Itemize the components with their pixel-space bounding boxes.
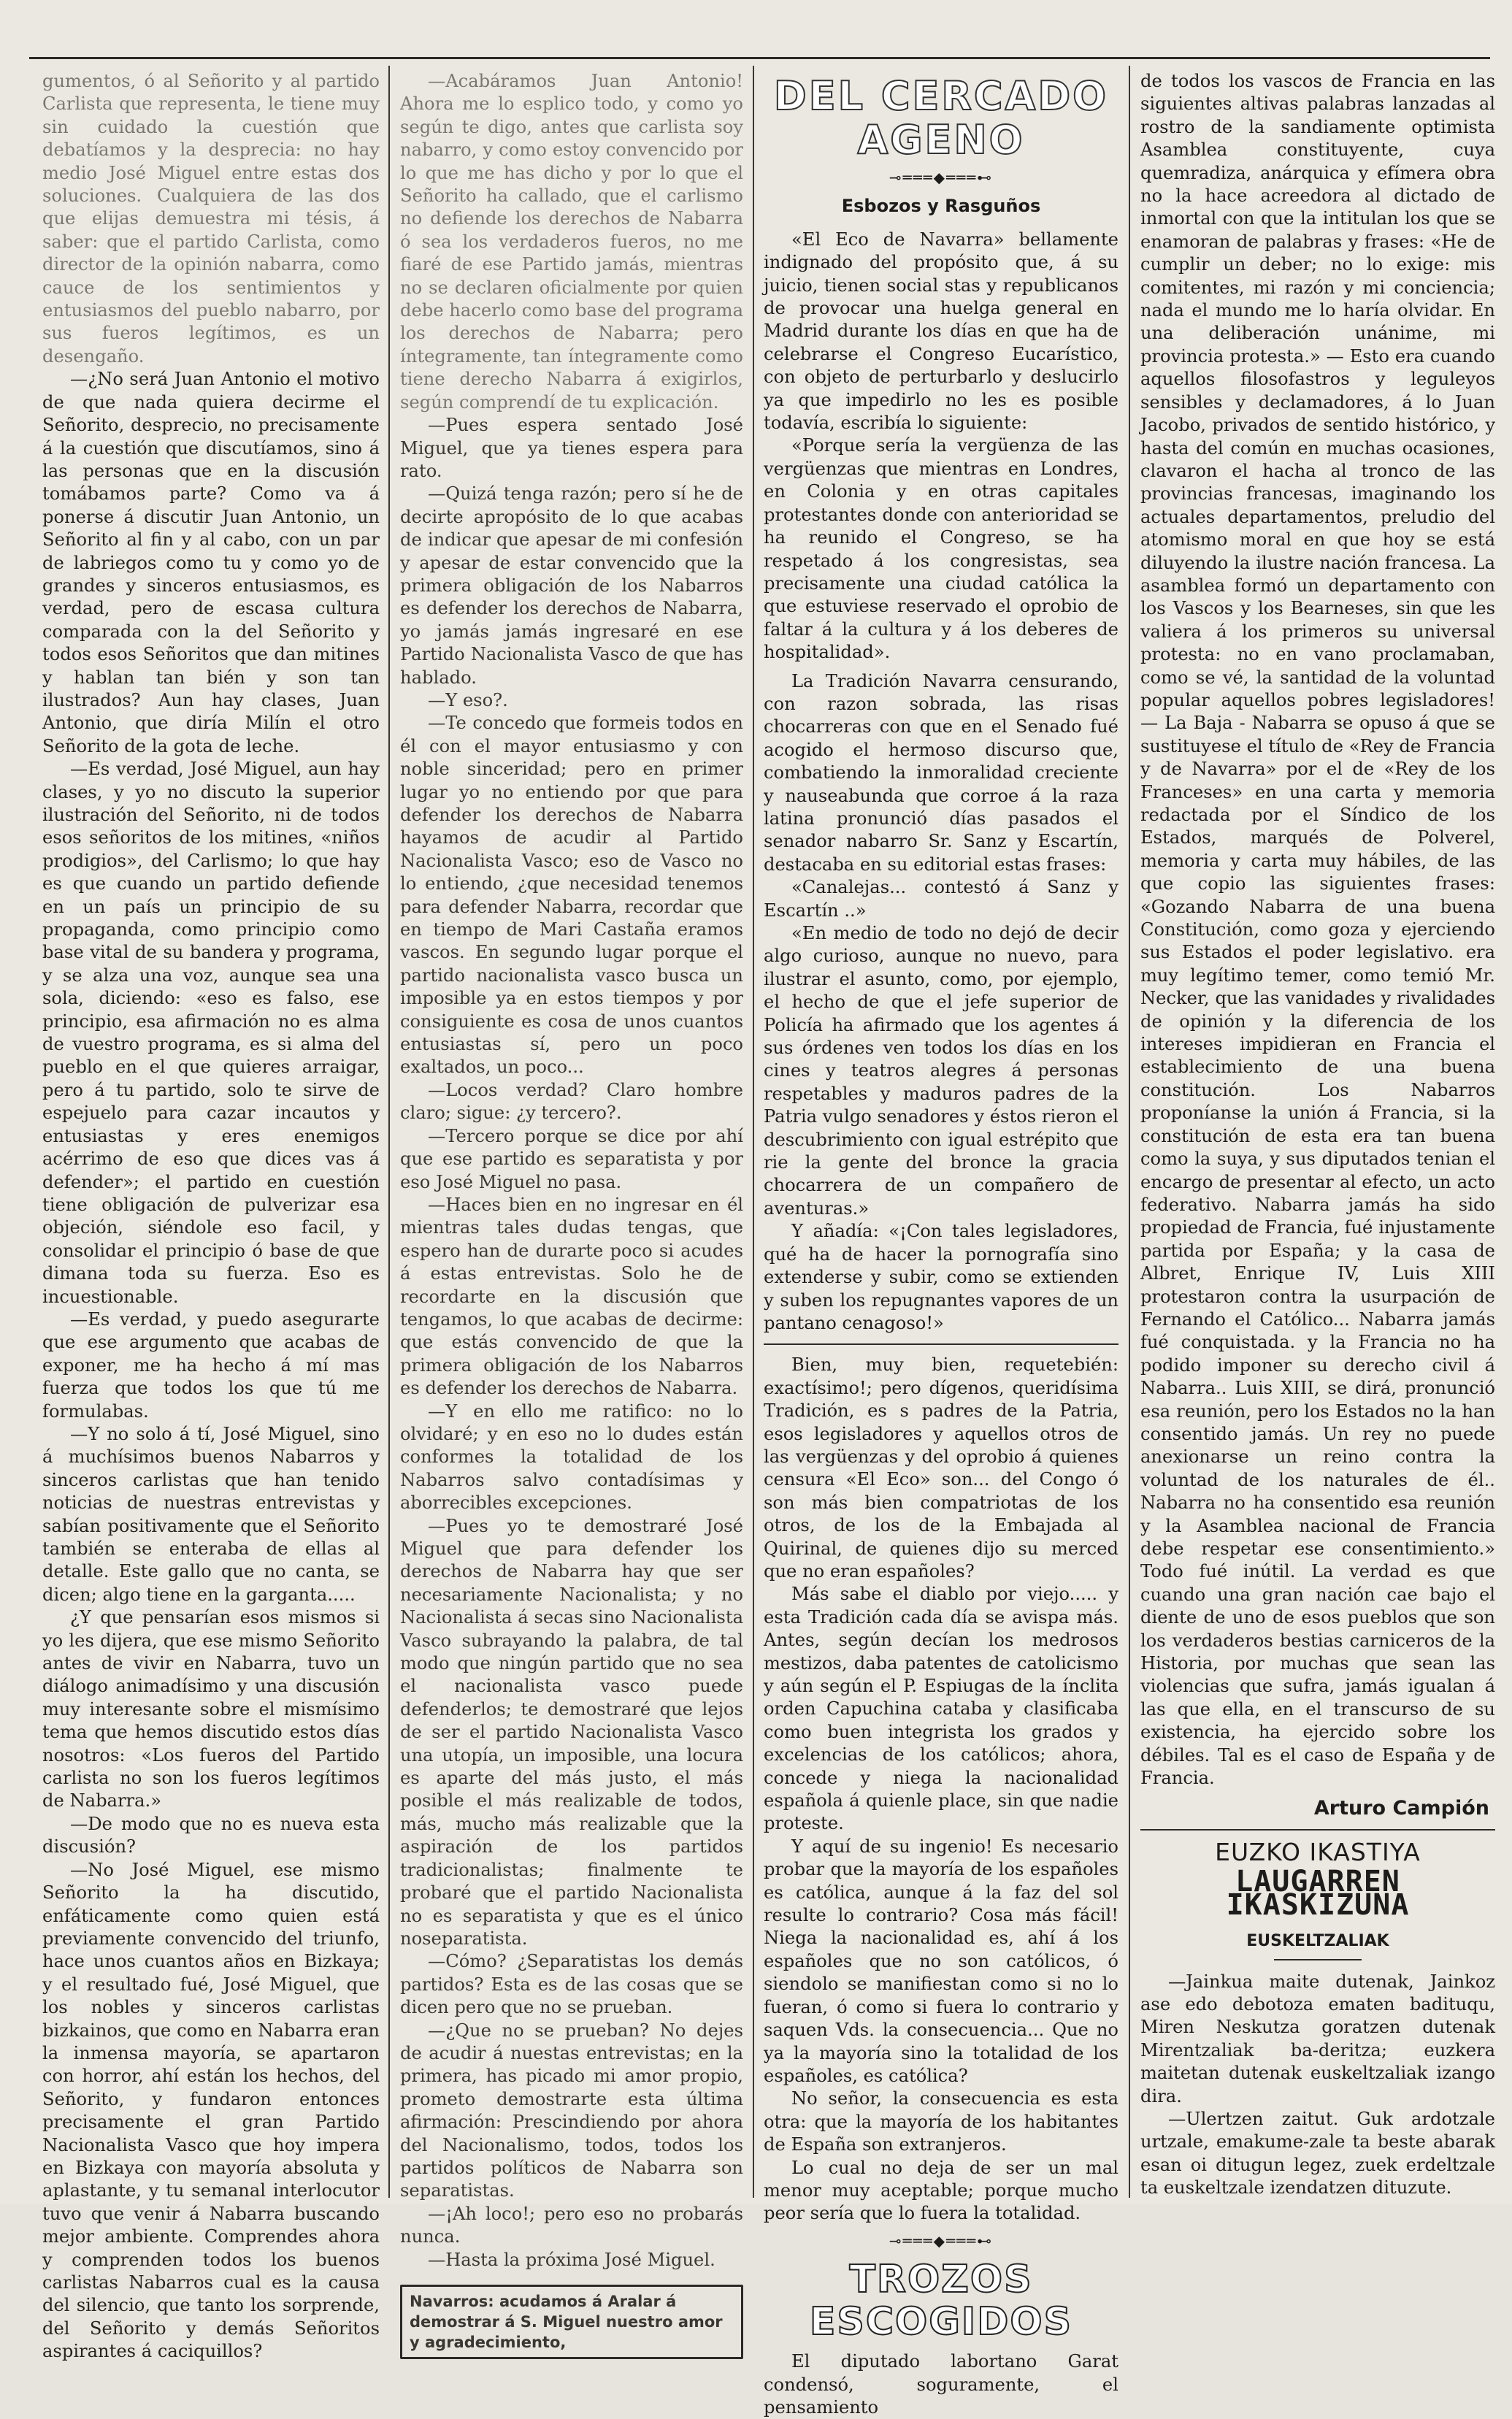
separator (1140, 1829, 1495, 1830)
paragraph: —De modo que no es nueva esta discusión? (42, 1813, 380, 1858)
section-title-3: EUZKO IKASTIYA (1215, 1837, 1421, 1866)
paragraph: ¿Y que pensarían esos mismos si yo les dijera, que ese mismo Señorito antes de vivir en Nabarra, tuvo un diálogo animadísimo y una discusión muy interesante sobre el mismísimo tema que hemos discutido estos días nosotros: «Los fueros del Partido carlista no son los fueros legítimos de Nabarra.» (42, 1607, 380, 1812)
paragraph: Más sabe el diablo por viejo..... y esta Tradición cada día se avispa más. Antes, según decían los medrosos mestizos, daba patentes de catolicismo y aún según el P. Espiugas de la ínclita orden Capuchina cataba y clasificaba como buen integrista los grados y excelencias de los católicos; ahora, concede y niega la nacionalidad española á quienle place, sin que nadie proteste. (764, 1584, 1118, 1834)
paragraph: —Pues espera sentado José Miguel, que ya tienes espera para rato. (400, 415, 743, 481)
paragraph: —Y eso?. (428, 689, 508, 710)
paragraph: —Y en ello me ratifico: no lo olvidaré; y en eso no lo dudes están conformes la totalidad de los Nabarros salvo contadísimas y aborrecibles excepciones. (400, 1400, 743, 1514)
notice-box: Navarros: acudamos á Aralar á demostrar á S. Miguel nuestro amor y agradecimiento, (400, 2285, 743, 2359)
column-divider (753, 66, 754, 2198)
ornament: ⊸═══◆═══⊷ (889, 2231, 994, 2250)
paragraph: —Hasta la próxima José Miguel. (428, 2249, 715, 2270)
paragraph: —Es verdad, y puedo asegurarte que ese argumento que acabas de exponer, me ha hecho á mí mas fuerza que todos los que tú me formulabas. (42, 1308, 380, 1422)
paragraph: gumentos, ó al Señorito y al partido Carlista que representa, le tiene muy sin cuidado la cuestión que debatíamos y la desprecia: no hay medio José Miguel entre estas dos soluciones. Cualquiera de las dos que elijas demuestra mi tésis, á saber: que el partido Carlista, como director de la opinión nabarra, como cauce de los sentimientos y entusiasmos del pueblo nabarro, por sus fueros legítimos, es un desengaño. (42, 71, 380, 367)
column-1 (42, 70, 380, 2362)
separator (764, 1343, 1118, 1345)
section-title: DEL CERCADO AGENO (773, 73, 1109, 163)
paragraph: «Porque sería la vergüenza de las vergüenzas que mientras en Londres, en Colonia y en otras capitales protestantes donde con anterioridad se ha reunido el Congreso, se ha respetado á los congresistas, sea precisamente una ciudad católica la que estuviese reservado el oprobio de faltar á la cultura y á los deberes de hospitalidad». (764, 435, 1118, 663)
section-title-2: TROZOS ESCOGIDOS (809, 2258, 1073, 2345)
column-4 (1140, 70, 1495, 2198)
signature: Arturo Campión (1313, 1797, 1489, 1820)
paragraph: —Te concedo que formeis todos en él con el mayor entusiasmo y con noble sinceridad; pero en primer lugar yo no entiendo por que para defender los derechos de Nabarra hayamos de acudir al Partido Nacionalista Vasco; eso de Vasco no lo entiendo, ¿que necesidad tenemos para defender Nabarra, recordar que en tiempo de Mari Castaña eramos vascos. En segundo lugar porque el partido nacionalista vasco busca un imposible ya en estos tiempos y por consiguiente es cosa de unos cuantos entusiastas sí, pero un poco exaltados, un poco... (400, 713, 743, 1078)
paragraph: —¿Que no se prueban? No dejes de acudir á nuestas entrevistas; en la primera, has picado mi amor propio, prometo demostrarte esta última afirmación: Prescindiendo por ahora del Nacionalismo, todos, todos los partidos políticos de Nabarra son separatistas. (400, 2020, 743, 2201)
paragraph: —¡Ah loco!; pero eso no probarás nunca. (400, 2203, 743, 2247)
paragraph: —¿No será Juan Antonio el motivo de que nada quiera decirme el Señorito, desprecio, no precisamente á la cuestión que discutíamos, sino á las personas que en la discusión tomábamos parte? Como va á ponerse á discutir Juan Antonio, un Señorito al fin y al cabo, con un par de labriegos como tu y como yo de grandes y sinceros entusiasmos, es verdad, pero de escasa cultura comparada con la del Señorito y todos esos Señoritos que dan mitines y hablan tan bién y son tan ilustrados? Aun hay clases, Juan Antonio, que diría Milín el otro Señorito de la gota de leche. (42, 369, 380, 756)
column-2 (400, 70, 743, 2351)
paragraph: —Ulertzen zaitut. Guk ardotzale urtzale, emakume-zale ta beste abarak esan oi ditugun legez, zuek erdeltzale ta euskeltzale izendatzen dituzute. (1140, 2108, 1495, 2198)
lesson-title: LAUGARREN IKASKIZUNA (1226, 1865, 1410, 1922)
paragraph: —Jainkua maite dutenak, Jainkoz ase edo debotoza ematen badituqu, Miren Neskutza goratzen dutenak Mirentzaliak ba-deritza; euzkera maitetan dutenak euskeltzaliak izango dira. (1140, 1971, 1495, 2106)
paragraph: —Es verdad, José Miguel, aun hay clases, y yo no discuto la superior ilustración del Señorito, ni de todos esos señoritos de los mitines, «niños prodigios», del Carlismo; lo que hay es que cuando un partido defiende en un país un principio de su propaganda, como principio como base vital de su bandera y programa, y se alza una voz, aunque sea una sola, diciendo: «eso es falso, ese principio, esa afirmación no es alma de vuestro programa, es si alma del pueblo en el que quieres arraigar, pero á tu partido, solo te sirve de espejuelo para cazar incautos y entusiastas y eres enemigos acérrimo de eso que dices vas á defender»; el partido en cuestión tiene obligación de pulverizar esa objeción, siéndole eso facil, y consolidar el principio ó base de que dimana toda su fuerza. Eso es incuestionable. (42, 759, 380, 1307)
paragraph: —Acabáramos Juan Antonio! Ahora me lo esplico todo, y como yo según te digo, antes que carlista soy nabarro, y como estoy convencido por lo que me has dicho y por lo que el Señorito ha callado, que el carlismo no defiende los derechos de Nabarra ó sea los verdaderos fueros, no me fiaré de ese Partido jamás, mientras no se declaren oficialmente por quien debe hacerlo como base del programa los derechos de Nabarra; pero íntegramente, tan íntegramente como tiene derecho Nabarra á exigirlos, según comprendí de tu explicación. (400, 71, 743, 413)
paragraph: El diputado labortano Garat condensó, soguramente, el pensamiento (764, 2351, 1118, 2418)
paragraph: Y añadía: «¡Con tales legisladores, qué ha de hacer la pornografía sino extenderse y subir, como se extienden y suben los repugnantes vapores de un pantano cenagoso!» (764, 1221, 1118, 1333)
paragraph: Y aquí de su ingenio! Es necesario probar que la mayoría de los españoles es católica, aunque á la faz del sol resulte lo contrario? Cosa más fácil! Niega la nacionalidad es, ahí á los españoles que no son católicos, ó siendolo se manifiestan como si no lo fueran, ó como si fuera lo contrario y saquen Vds. la consecuencia... Que no ya la mayoría sino la totalidad de los españoles, es católica? (764, 1836, 1118, 2086)
column-divider (1129, 66, 1130, 2198)
paragraph: —Quizá tenga razón; pero sí he de decirte apropósito de lo que acabas de indicar que apesar de mi confesión y apesar de estar convencido que la primera obligación de los Nabarros es defender los derechos de Nabarra, yo jamás jamás ingresaré en ese Partido Nacionalista Vasco de que has hablado. (400, 483, 743, 688)
paragraph: «El Eco de Navarra» bellamente indignado del propósito que, á su juicio, tienen social stas y republicanos de provocar una huelga general en Madrid durante los días en que ha de celebrarse el Congreso Eucarístico, con objeto de perturbarlo y deslucirlo ya que impedirlo no les es posible todavía, escribía lo siguiente: (764, 229, 1118, 434)
paragraph: Bien, muy bien, requetebién: exactísimo!; pero dígenos, queridísima Tradición, es s padres de la Patria, esos legisladores y aquellos otros de las vergüenzas y del oprobio á quienes censura «El Eco» son... del Congo ó son más bien compatriotas de los otros, de los de la Embajada al Quirinal, de quienes dijo su merced que no eran españoles? (764, 1354, 1118, 1582)
paragraph: —Locos verdad? Claro hombre claro; sigue: ¿y tercero?. (400, 1079, 743, 1124)
paragraph: La Tradición Navarra censurando, con razon sobrada, las risas chocarreras con que en el Senado fué acogido el hermoso discurso que, combatiendo la inmoralidad creciente y nauseabunda que corroe á la raza latina pronunció días pasados el senador nabarro Sr. Sanz y Escartín, destacaba en su editorial estas frases: (764, 670, 1118, 875)
ornament: ⊸═══◆═══⊷ (889, 169, 994, 186)
short-rule (1274, 1959, 1362, 1960)
paragraph: —Tercero porque se dice por ahí que ese partido es separatista y por eso José Miguel no pasa. (400, 1125, 743, 1192)
paragraph: —Pues yo te demostraré José Miguel que para defender los derechos de Nabarra hay que ser necesariamente Nacionalista; y no Nacionalista á secas sino Nacionalista Vasco subrayando la palabra, de tal modo que ningún partido que no sea el nacionalista vasco puede defenderlos; te demostraré que lejos de ser el partido Nacionalista Vasco una utopía, un imposible, una locura es aparte del más justo, el más posible el más realizable de todos, más, mucho más realizable que la aspiración de los partidos tradicionalistas; finalmente te probaré que el partido Nacionalista no es separatista y que es el único noseparatista. (400, 1515, 743, 1949)
paragraph: «En medio de todo no dejó de decir algo curioso, aunque no nuevo, para ilustrar el asunto, como, por ejemplo, el hecho de que el jefe superior de Policía ha afirmado que los agentes á sus órdenes ven todos los días en los cines y teatros alegres á personas respetables y maduros padres de la Patria vulgo senadores y éstos rieron el descubrimiento con igual estrépito que rie la gente del bronce la gracia chocarrera de un compañero de aventuras.» (764, 923, 1118, 1219)
paragraph: —No José Miguel, ese mismo Señorito la ha discutido, enfáticamente como quien está previamente convencido del triunfo, hace unos cuantos años en Bizkaya; y el resultado fué, José Miguel, que los nobles y sinceros carlistas bizkainos, que como en Nabarra eran la inmensa mayoría, se apartaron con horror, ahí están los hechos, del Señorito, y fundaron entonces precisamente el gran Partido Nacionalista Vasco que hoy impera en Bizkaya con mayoría absoluta y aplastante, y tu semanal interlocutor tuvo que venir á Nabarra buscando mejor ambiente. Comprendes ahora y comprenden todos los buenos carlistas Nabarros cual es la causa del silencio, que tanto los sorprende, del Señorito y demás Señoritos aspirantes á caciquillos? (42, 1859, 380, 2362)
paragraph: —Cómo? ¿Separatistas los demás partidos? Esta es de las cosas que se dicen pero que no se prueban. (400, 1951, 743, 2018)
paragraph: —Haces bien en no ingresar en él mientras tales dudas tengas, que espero han de durarte poco si acudes á estas entrevistas. Solo he de recordarte en la discusión que tengamos, lo que acabas de decirme: que estás convencido de que la primera obligación de los Nabarros es defender los derechos de Nabarra. (400, 1194, 743, 1399)
paragraph: «Canalejas... contestó á Sanz y Escartín ..» (764, 877, 1118, 921)
column-divider (388, 66, 390, 2198)
paragraph: Lo cual no deja de ser un mal menor muy aceptable; porque mucho peor sería que lo fuera la totalidad. (764, 2157, 1118, 2224)
top-rule (29, 57, 1490, 59)
lesson-subtitle: EUSKELTZALIAK (1246, 1932, 1389, 1951)
column-3 (764, 70, 1118, 2418)
paragraph: de todos los vascos de Francia en las siguientes altivas palabras lanzadas al rostro de la sandiamente optimista Asamblea constituyente, cuya quemradiza, anárquica y efímera obra no la hace acreedora al dictado de inmortal con que la intitulan los que se enamoran de palabras y frases: «He de cumplir un deber; no lo exige: mis comitentes, mi razón y mi conciencia; nada el mundo me lo haría olvidar. En una deliberación unánime, mi provincia protesta.» — Esto era cuando aquellos filosofastros y leguleyos sensibles y declamadores, á lo Juan Jacobo, privados de sentido histórico, y hasta del común en muchas ocasiones, clavaron el hacha al tronco de las provincias francesas, imaginando los actuales departamentos, preludio del atomismo moral en que hoy se está diluyendo la ilustre nación francesa. La asamblea formó un departamento con los Vascos y los Bearneses, sin que les valiera á los primeros su universal protesta: no en vano proclamaban, como se vé, la santidad de la voluntad popular aquellos pobres legisladores! — La Baja - Nabarra se opuso á que se sustituyese el título de «Rey de Francia y de Navarra» por el de «Rey de los Franceses» en una carta y memoria redactada por el Síndico de los Estados, marqués de Polverel, memoria y carta muy hábiles, de las que copio las siguientes frases: «Gozando Nabarra de una buena Constitución, como goza y ejerciendo sus Estados el poder legislativo. era muy legítimo temer, como temió Mr. Necker, que las vanidades y rivalidades de opinión y la diferencia de los intereses impidieran en Francia el establecimiento de una buena constitución. Los Nabarros proponíanse la unión á Francia, si la constitución de esta era tan buena como la suya, y sus diputados tenian el encargo de presentar al efecto, un acto federativo. Nabarra jamás ha sido propiedad de Francia, fué injustamente partida por España; y la casa de Albret, Enrique IV, Luis XIII protestaron contra la usurpación de Fernando el Católico... Nabarra jamás fué conquistada. y la Francia no ha podido imponer su derecho civil á Nabarra.. Luis XIII, se dirá, pronunció esa reunión, pero los Estados no la han consentido jamás. Un rey no puede anexionarse un reino contra la voluntad de los naturales de él.. Nabarra no ha consentido esa reunión y la Asamblea nacional de Francia debe respetar ese consentimiento.» Todo fué inútil. La verdad es que cuando una gran nación cae bajo el diente de uno de esos pueblos que son los verdaderos bestias carniceros de la Historia, por muchas que sean las violencias que sufra, jamás igualan á las que ella, en el transcurso de su existencia, ha ejercido sobre los débiles. Tal es el caso de España y de Francia. (1140, 71, 1495, 1789)
paragraph: No señor, la consecuencia es esta otra: que la mayoría de los habitantes de España son extranjeros. (764, 2088, 1118, 2155)
section-subtitle: Esbozos y Rasguños (841, 196, 1041, 217)
paragraph: —Y no solo á tí, José Miguel, sino á muchísimos buenos Nabarros y sinceros carlistas que han tenido noticias de nuestras entrevistas y sabían positivamente que el Señorito también se enteraba de ellas al detalle. Este gallo que no canta, se dicen; algo tiene en la garganta..... (42, 1423, 380, 1605)
